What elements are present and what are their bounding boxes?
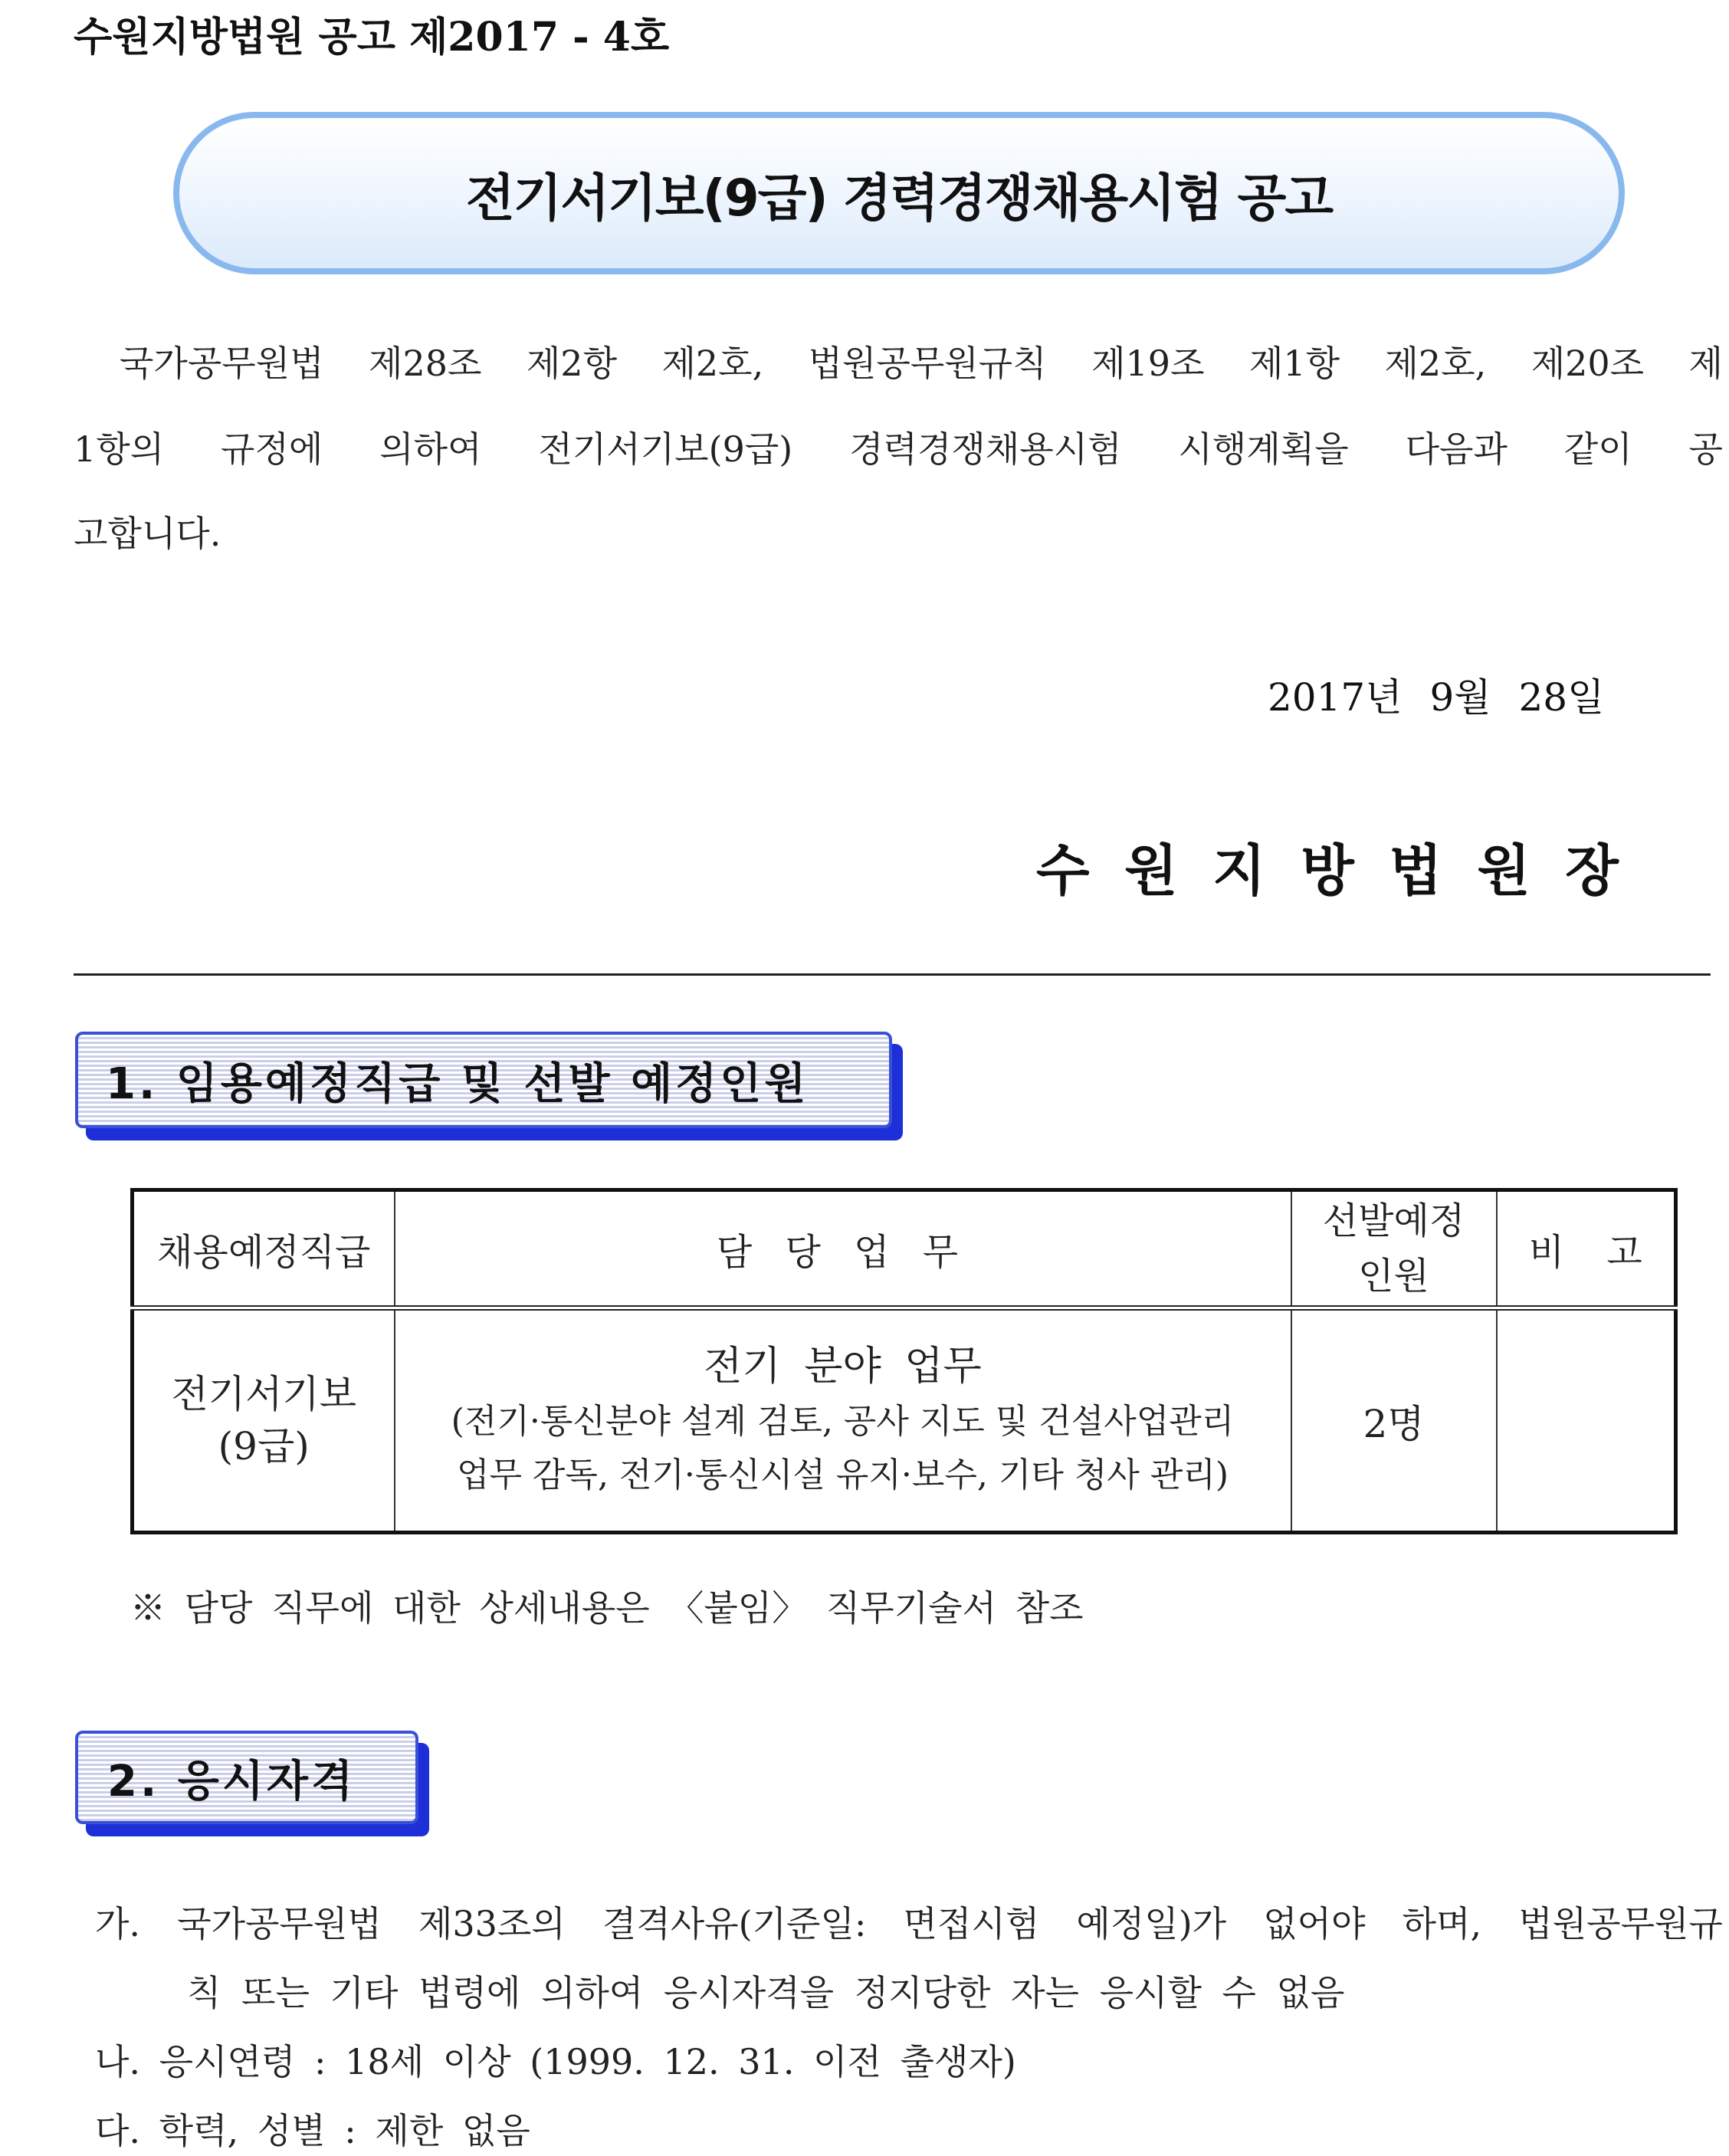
intro-word: 다음과 xyxy=(1405,428,1508,470)
cell-note xyxy=(1497,1308,1676,1533)
table-footnote: ※ 담당 직무에 대한 상세내용은 〈붙임〉 직무기술서 참조 xyxy=(130,1587,1084,1629)
cell-rank xyxy=(133,1308,395,1533)
item-word: 제33조의 xyxy=(418,1903,566,1944)
issuer-char: 지 xyxy=(1212,838,1266,903)
header-count-line: 선발예정 xyxy=(1322,1199,1465,1242)
intro-line-1 xyxy=(120,336,1723,386)
rank-line: (9급) xyxy=(218,1423,310,1469)
document-title: 전기서기보(9급) 경력경쟁채용시험 공고 xyxy=(465,168,1333,228)
intro-word: 1항의 xyxy=(74,428,165,470)
issuer-char: 방 xyxy=(1301,838,1354,903)
header-note: 비 고 xyxy=(1497,1190,1676,1308)
intro-word: 전기서기보(9급) xyxy=(538,428,793,470)
notice-number: 수원지방법원 공고 제2017 - 4호 xyxy=(74,14,670,61)
item-word: 결격사유(기준일: xyxy=(602,1903,867,1944)
intro-word: 제28조 xyxy=(369,343,482,384)
item-word: 하며, xyxy=(1402,1903,1482,1944)
item-word: 없어야 xyxy=(1263,1903,1366,1944)
table-header-row xyxy=(133,1190,1676,1308)
intro-word: 같이 xyxy=(1563,428,1632,470)
rank-line: 전기서기보 xyxy=(171,1372,356,1416)
intro-word: 제20조 xyxy=(1531,343,1645,384)
duty-detail: 업무 감독, 전기·통신시설 유지·보수, 기타 청사 관리) xyxy=(456,1455,1229,1495)
section-2-heading: 2. 응시자격 xyxy=(107,1757,356,1807)
item-word: 법원공무원규 xyxy=(1518,1903,1723,1944)
item-word: 면접시험 xyxy=(903,1903,1040,1944)
eligibility-item-na: 나. 응시연령 : 18세 이상 (1999. 12. 31. 이전 출생자) xyxy=(95,2041,1016,2082)
item-word: 국가공무원법 xyxy=(177,1903,382,1944)
intro-word: 규정에 xyxy=(221,428,323,470)
section-divider xyxy=(74,973,1711,976)
header-rank: 채용예정직급 xyxy=(133,1190,395,1308)
title-banner xyxy=(173,112,1625,274)
eligibility-item-ga xyxy=(95,1896,1723,1947)
notice-date: 2017년 9월 28일 xyxy=(1268,675,1605,720)
duty-detail: (전기·통신분야 설계 검토, 공사 지도 및 건설사업관리 xyxy=(451,1401,1235,1441)
header-count xyxy=(1291,1190,1497,1308)
issuer-char: 법 xyxy=(1389,838,1442,903)
intro-word: 제1항 xyxy=(1248,343,1340,384)
intro-word: 국가공무원법 xyxy=(120,343,324,384)
issuer-char: 수 xyxy=(1036,838,1090,903)
item-word: 가. xyxy=(95,1903,141,1944)
issuer-char: 원 xyxy=(1124,838,1178,903)
intro-word: 제2호, xyxy=(661,343,764,384)
section-1-heading: 1. 임용예정직급 및 선발 예정인원 xyxy=(106,1059,809,1109)
intro-word: 제2호, xyxy=(1384,343,1487,384)
intro-word: 제19조 xyxy=(1091,343,1205,384)
intro-line-3: 고합니다. xyxy=(74,513,221,554)
intro-word: 제2항 xyxy=(526,343,618,384)
cell-duty xyxy=(395,1308,1291,1533)
issuer-char: 장 xyxy=(1565,838,1619,903)
issuer-char: 원 xyxy=(1477,838,1531,903)
intro-word: 의하여 xyxy=(379,428,482,470)
intro-line-2 xyxy=(74,422,1723,472)
duty-main: 전기 분야 업무 xyxy=(704,1343,982,1390)
eligibility-item-da: 다. 학력, 성별 : 제한 없음 xyxy=(95,2110,530,2151)
header-count-line: 인원 xyxy=(1358,1255,1429,1298)
recruitment-table xyxy=(130,1188,1678,1534)
cell-count: 2명 xyxy=(1291,1308,1497,1533)
intro-word: 법원공무원규칙 xyxy=(808,343,1047,384)
intro-word: 제 xyxy=(1688,343,1723,384)
table-row xyxy=(133,1308,1676,1533)
header-duty: 담 당 업 무 xyxy=(395,1190,1291,1308)
item-word: 예정일)가 xyxy=(1076,1903,1227,1944)
eligibility-item-ga-cont: 칙 또는 기타 법령에 의하여 응시자격을 정지당한 자는 응시할 수 없음 xyxy=(187,1972,1345,2013)
intro-word: 경력경쟁채용시험 xyxy=(849,428,1122,470)
issuer-name xyxy=(1036,826,1619,906)
intro-word: 공 xyxy=(1688,428,1723,470)
intro-word: 시행계획을 xyxy=(1178,428,1349,470)
